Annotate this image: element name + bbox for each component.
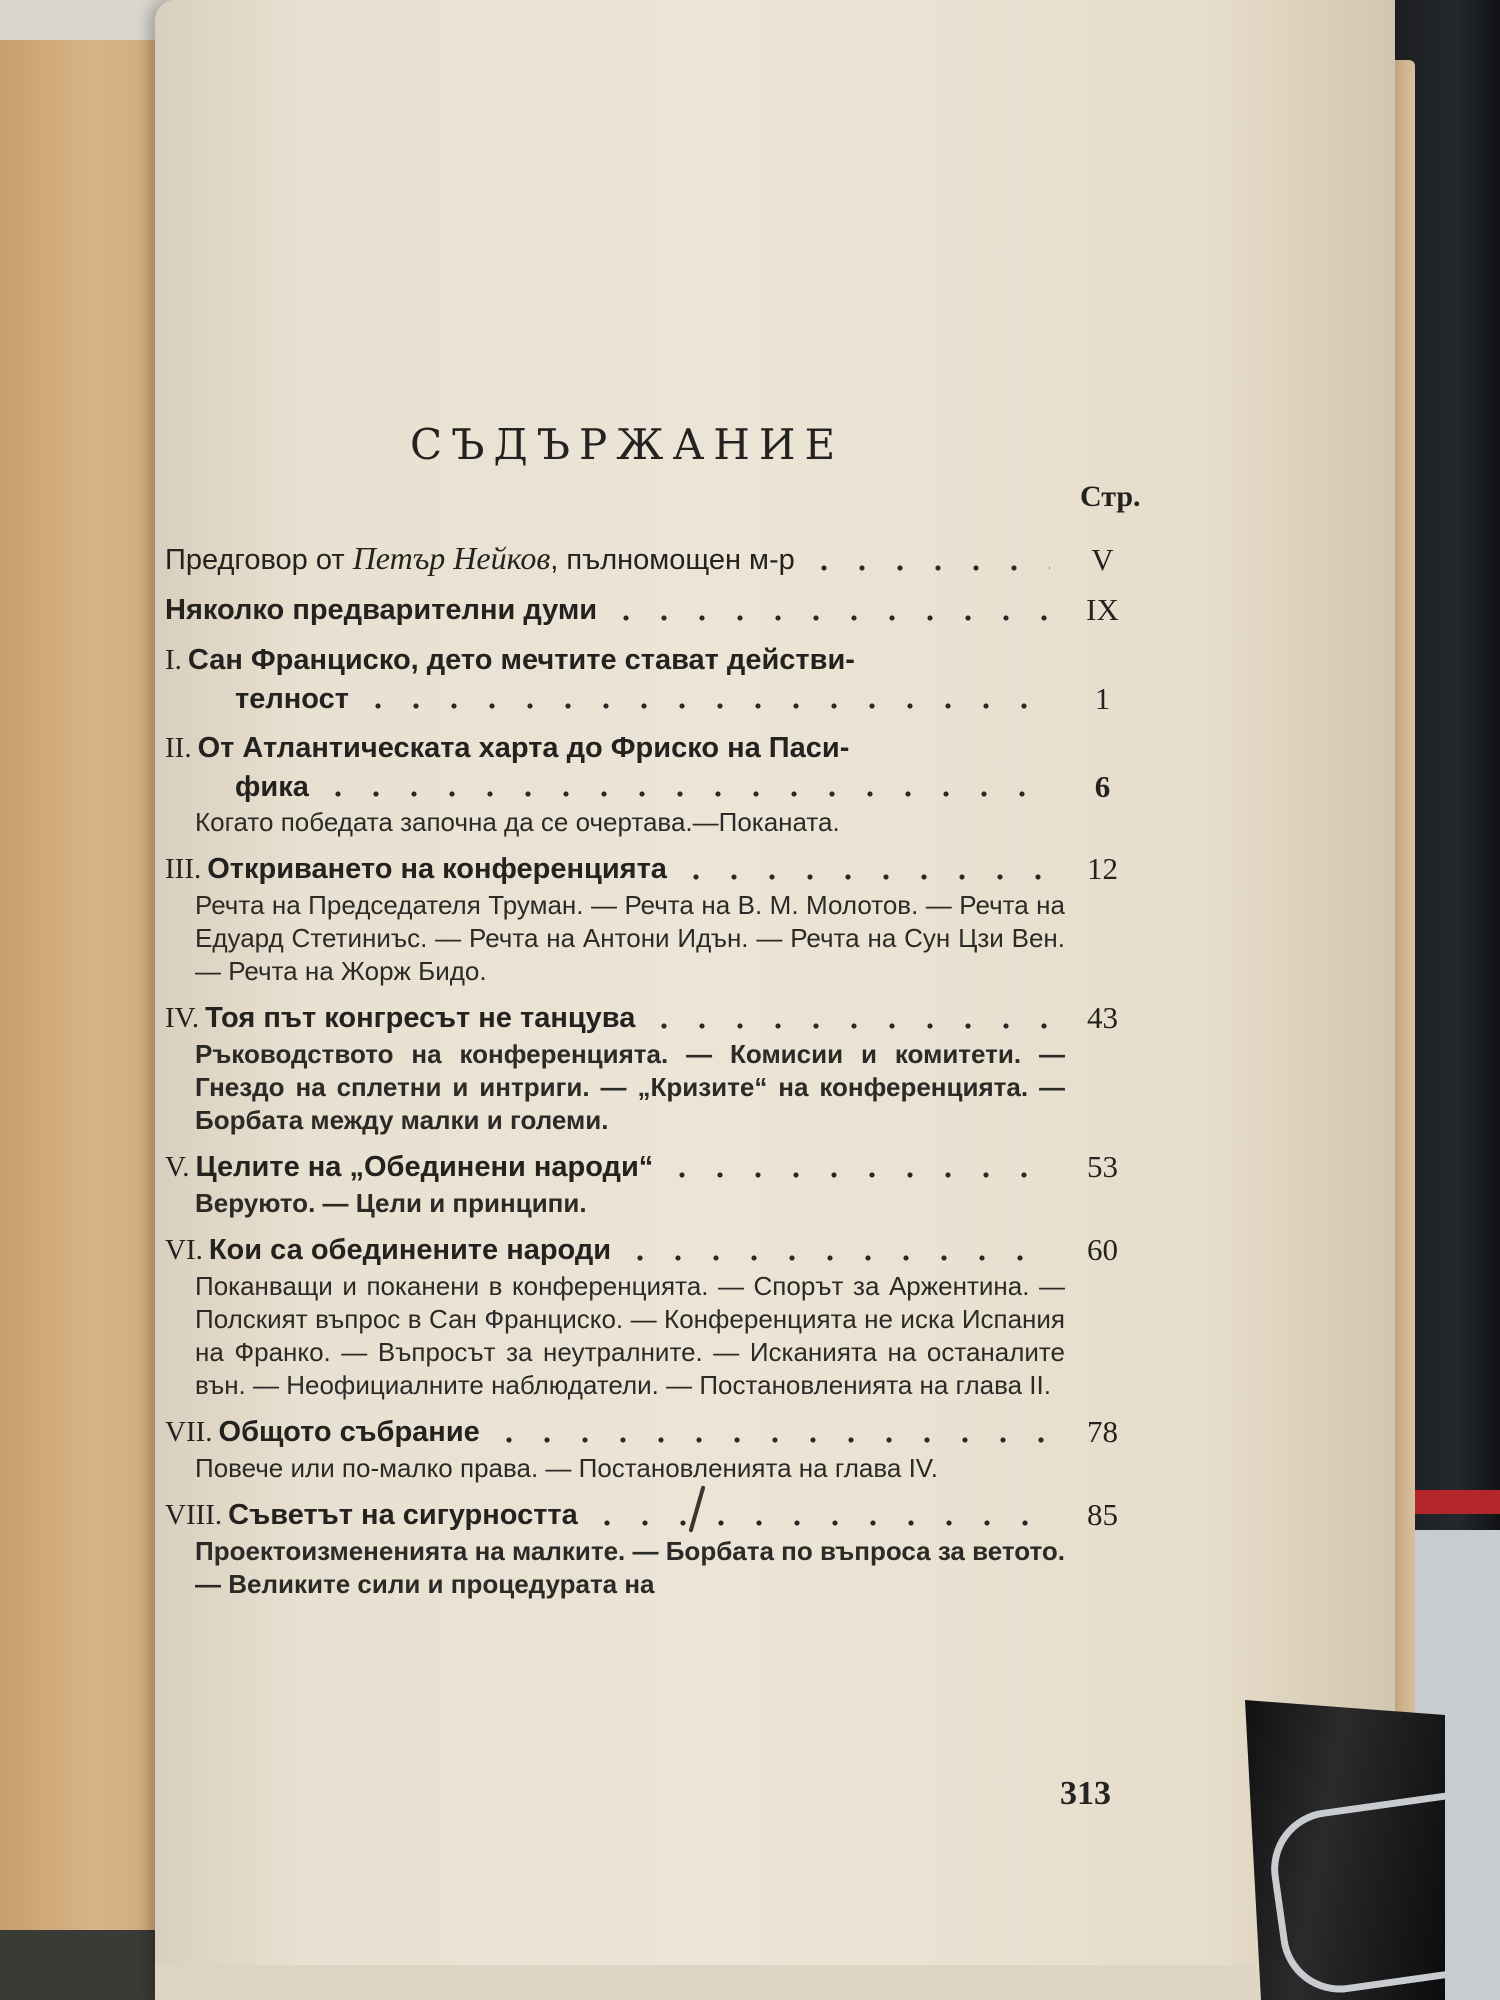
toc-entry-description: Веруюто. — Цели и принципи. (195, 1188, 587, 1218)
toc-entry (165, 1412, 1145, 1485)
dot-leader (319, 791, 1050, 797)
toc-entry-title-cont: фика (235, 771, 309, 803)
page-bottom-edge (155, 1965, 1255, 2000)
table-of-contents (165, 520, 1145, 1611)
background-red-object (1405, 1490, 1500, 1514)
author-name: Петър Нейков (352, 540, 551, 576)
dot-leader (359, 703, 1050, 709)
dot-leader (588, 1520, 1050, 1526)
toc-entry (165, 998, 1145, 1137)
toc-entry (165, 849, 1145, 988)
toc-entry (165, 538, 1145, 580)
toc-entry-title: I. Сан Франциско, дето мечтите стават действи- (165, 644, 855, 676)
page-number: 313 (1060, 1775, 1111, 1812)
toc-entry (165, 590, 1145, 630)
toc-entry-page: IX (1086, 592, 1119, 627)
dot-leader (663, 1172, 1050, 1178)
toc-entry-description: Речта на Председателя Труман. — Речта на В. М. Молотов. — Речта на Едуард Стетиниъс. — Речта на Антони Идън. — Речта на Сун Цзи Вен. — Речта на Жорж Бидо. (195, 890, 1065, 986)
toc-entry-title: VII. Общото събрание (165, 1416, 480, 1448)
chapter-number: V. (165, 1151, 190, 1183)
dot-leader (490, 1437, 1050, 1443)
toc-entry (165, 1147, 1145, 1220)
toc-entry-title: VIII. Съветът на сигурността (165, 1499, 578, 1531)
toc-entry-title: Няколко предварителни думи (165, 594, 598, 626)
toc-entry-description: Проектоизмененията на малките. — Борбата по въпроса за ветото. — Великите сили и процедурата на (195, 1536, 1065, 1599)
background-wall (0, 0, 175, 40)
toc-entry-page: 6 (1094, 769, 1111, 804)
dot-leader (805, 565, 1050, 571)
chapter-number: VII. (165, 1416, 213, 1448)
toc-entry-title: IV. Тоя път конгресът не танцува (165, 1002, 636, 1034)
toc-entry-page: V (1091, 542, 1114, 577)
dot-leader (645, 1023, 1050, 1029)
toc-entry-page: 60 (1087, 1232, 1118, 1267)
page-column-label: Стр. (1080, 480, 1141, 513)
toc-entry-page: 43 (1087, 1000, 1118, 1035)
chapter-number: IV. (165, 1002, 200, 1034)
toc-entry-title: III. Откриването на конференцията (165, 853, 667, 885)
toc-entry (165, 640, 1145, 718)
toc-entry-description: Ръководството на конференцията. — Комисии и комитети. — Гнездо на сплетни и интриги. — „Кризите“ на конференцията. — Борбата между малки и големи. (195, 1039, 1065, 1135)
chapter-number: VIII. (165, 1499, 223, 1531)
toc-entry-page: 85 (1087, 1497, 1118, 1532)
toc-entry-title: Предговор от Петър Нейков, пълномощен м-р (165, 540, 795, 576)
toc-entry-description: Когато победата започна да се очертава.—Поканата. (195, 807, 840, 837)
chapter-number: VI. (165, 1234, 203, 1266)
toc-entry-title: II. От Атлантическата харта до Фриско на Паси- (165, 732, 850, 764)
toc-entry-page: 1 (1094, 681, 1111, 716)
dot-leader (621, 1255, 1050, 1261)
chapter-number: III. (165, 853, 202, 885)
toc-entry-description: Повече или по-малко права. — Постановленията на глава IV. (195, 1453, 938, 1483)
toc-entry-title: V. Целите на „Обединени народи“ (165, 1151, 654, 1183)
toc-entry-page: 12 (1087, 851, 1118, 886)
toc-heading: СЪДЪРЖАНИЕ (410, 420, 845, 469)
toc-entry (165, 1230, 1145, 1402)
dot-leader (677, 874, 1050, 880)
adjacent-book-page (0, 40, 175, 1930)
toc-entry-title: VI. Кои са обединените народи (165, 1234, 612, 1266)
toc-entry-description: Поканващи и поканени в конференцията. — Спорът за Аржентина. — Полският въпрос в Сан Франциско. — Конференцията не иска Испания на Франко. — Въпросът за неутралните. — Исканията на останалите вън. — Неофициалните наблюдатели. — Постановленията на глава II. (195, 1271, 1065, 1400)
toc-entry-page: 53 (1087, 1149, 1118, 1184)
toc-entry (165, 1495, 1145, 1601)
chapter-number: II. (165, 732, 192, 764)
toc-entry (165, 728, 1145, 839)
toc-entry-title-cont: телност (235, 683, 349, 715)
chapter-number: I. (165, 644, 182, 676)
dot-leader (607, 615, 1050, 621)
toc-entry-page: 78 (1087, 1414, 1118, 1449)
